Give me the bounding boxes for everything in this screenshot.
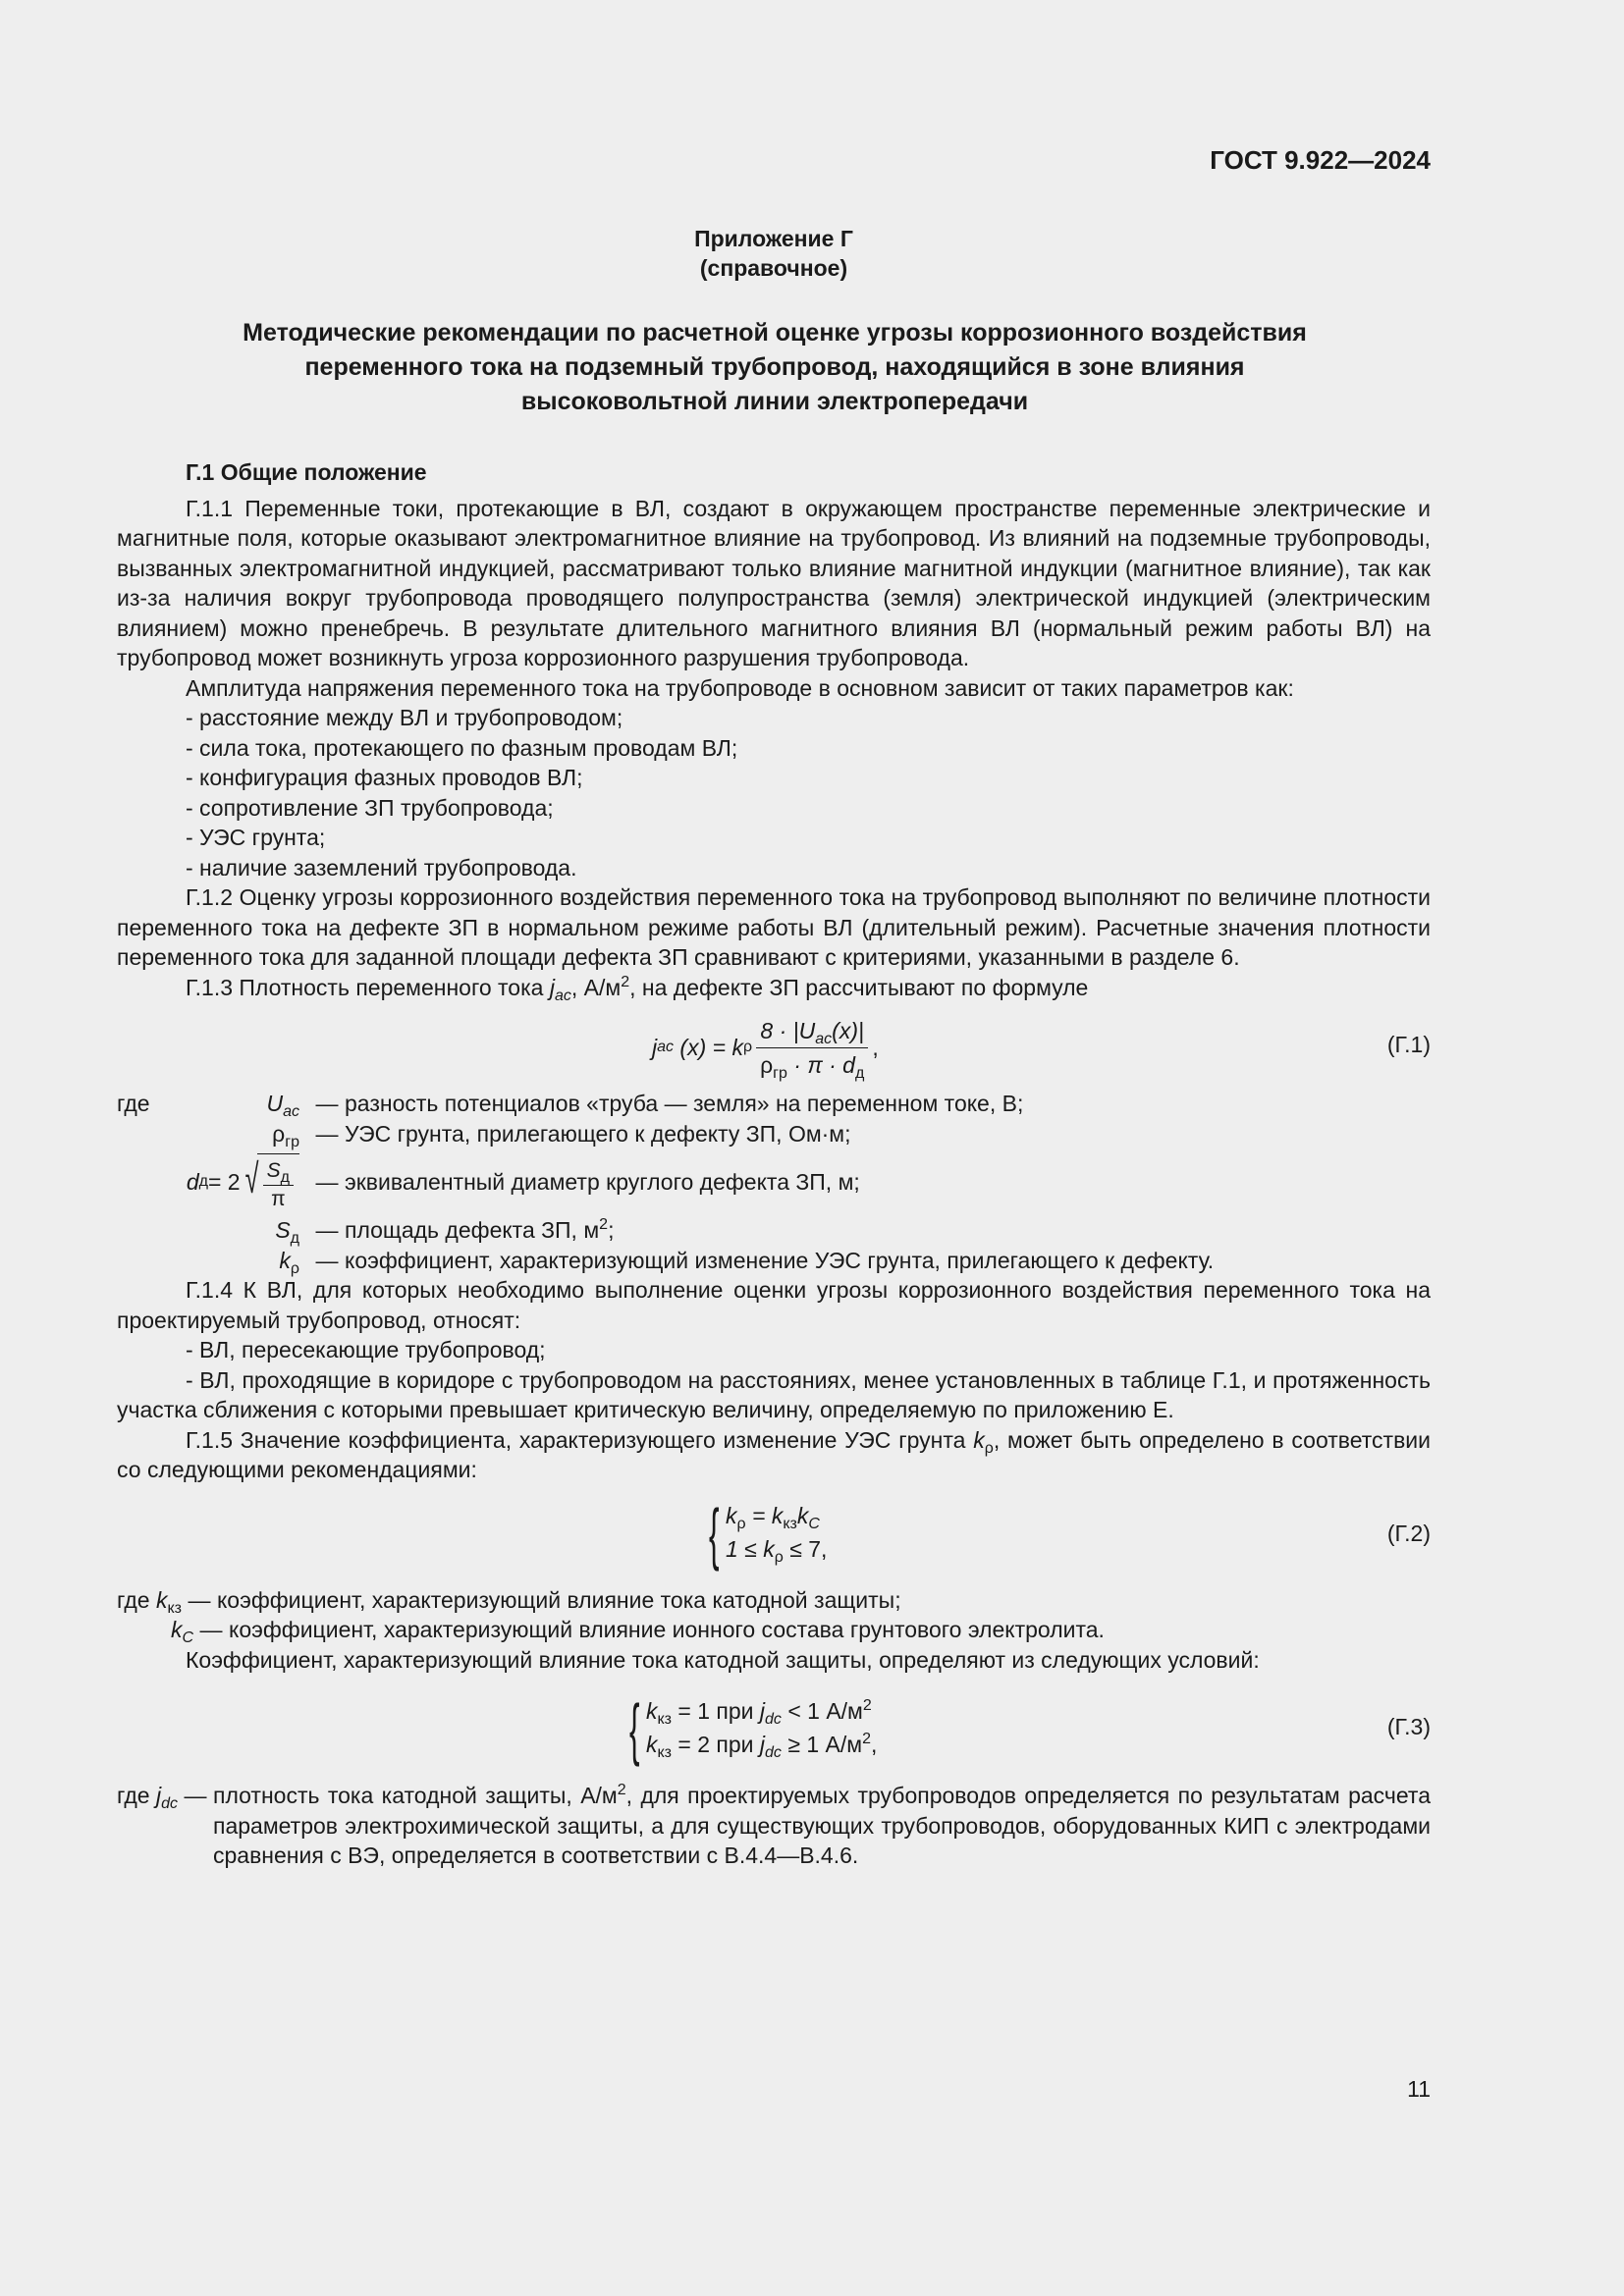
- list-item: - сопротивление ЗП трубопровода;: [186, 794, 554, 821]
- paragraph-cathodic-conditions: Коэффициент, характеризующий влияние тока катодной защиты, определяют из следующих условий:: [186, 1646, 1260, 1673]
- definition-row: $U_{ac}$ — разность потенциалов «труба — земля» на переменном токе, В;: [266, 1091, 1024, 1120]
- brace-icon: {: [709, 1494, 720, 1572]
- formula-g-2-definitions: [117, 1585, 1431, 1645]
- page-number: 11: [1407, 2076, 1431, 2102]
- formula-g-1-fraction: [756, 1016, 868, 1080]
- definition-row: $k_C$ — коэффициент, характеризующий влияние ионного состава грунтового электролита.: [170, 1617, 1105, 1646]
- standard-number: ГОСТ 9.922—2024: [1210, 145, 1431, 175]
- definition-row: $k_\rho$ — коэффициент, характеризующий изменение УЭС грунта, прилегающего к дефекту.: [279, 1247, 1215, 1277]
- title-line-1: Методические рекомендации по расчетной оценке угрозы коррозионного воздействия: [243, 319, 1307, 347]
- definition-row: d д = 2 √ $\frac{S_д}{\pi}$ — эквивалентный диаметр круглого дефекта ЗП, м;: [186, 1154, 860, 1210]
- paragraph-g-1-1: Г.1.1 Переменные токи, протекающие в ВЛ, создают в окружающем пространстве переменные электрические и магнитные поля, которые оказывают электромагнитное влияние на трубопровод. Из влияний на подземные трубопроводы, вызванных электромагнитной индукцией, рассматривают только влияние магнитной индукции (магнитное влияние), так как из-за наличия вокруг трубопровода проводящего полупространства (земля) электрической индукцией (электрическим влиянием) можно пренебречь. В результате длительного магнитного влияния ВЛ (нормальный режим работы ВЛ) на трубопровод может возникнуть угроза коррозионного разрушения трубопровода.: [117, 495, 1431, 670]
- list-item: - сила тока, протекающего по фазным проводам ВЛ;: [186, 734, 738, 761]
- paragraph-g-1-5: Г.1.5 Значение коэффициента, характеризующего изменение УЭС грунта $k_\rho$, может быть определено в соответствии со следующими рекомендациями:: [117, 1426, 1431, 1482]
- square-root: √ $\frac{S_д}{\pi}$: [241, 1153, 299, 1211]
- formula-g-2: [117, 1489, 1431, 1581]
- definition-row: $S_д$ — площадь дефекта ЗП, $м^2$;: [275, 1216, 615, 1247]
- paragraph-g-1-3: Г.1.3 Плотность переменного тока $j_{ac}$, $А/м^2$, на дефекте ЗП рассчитывают по формуле: [186, 973, 1089, 1004]
- paragraph-g-1-4: Г.1.4 К ВЛ, для которых необходимо выполнение оценки угрозы коррозионного воздействия переменного тока на проектируемый трубопровод, относят:: [117, 1277, 1431, 1333]
- list-item: - ВЛ, пересекающие трубопровод;: [186, 1337, 546, 1362]
- formula-number: (Г.1): [1386, 1032, 1431, 1057]
- fraction-denominator: $\rho_{гр} \cdot \pi \cdot d_д$: [760, 1051, 865, 1082]
- list-item: - наличие заземлений трубопровода.: [186, 854, 577, 881]
- formula-g-3-system: $k_{кз} = 1$ при $j_{dc} < 1$ $А/м^2$ $k_{кз} = 2$ при $j_{dc} \ge 1$ $А/м^2$,: [646, 1697, 878, 1761]
- where-label: где: [117, 1091, 150, 1116]
- list-item: - УЭС грунта;: [186, 825, 326, 850]
- paragraph-g-1-2: Г.1.2 Оценку угрозы коррозионного воздействия переменного тока на трубопровод выполняют по величине плотности переменного тока на дефекте ЗП в нормальном режиме работы ВЛ (длительный режим). Расчетные значения плотности переменного тока для заданной площади дефекта ЗП сравнивают с критериями, указанными в разделе 6.: [117, 884, 1431, 970]
- fraction-numerator: $8 \cdot |U_{ac}(x)|$: [756, 1016, 868, 1048]
- title-line-3: высоковольтной линии электропередачи: [520, 388, 1029, 415]
- formula-g-2-system: $k_\rho = k_{кз}k_C$ $1 \le k_\rho \le 7$,: [726, 1502, 828, 1566]
- appendix-label: Приложение Г: [694, 226, 853, 251]
- parameters-list: [117, 703, 1431, 882]
- definition-row: где $k_{кз}$ — коэффициент, характеризующий влияние тока катодной защиты;: [117, 1586, 901, 1617]
- formula-g-1: [117, 1008, 1431, 1087]
- appendix-heading: [117, 224, 1431, 283]
- section-heading: Г.1 Общие положение: [186, 459, 427, 485]
- list-item: - конфигурация фазных проводов ВЛ;: [186, 765, 583, 790]
- list-item: - расстояние между ВЛ и трубопроводом;: [186, 705, 623, 730]
- paragraph-parameters-intro: Амплитуда напряжения переменного тока на трубопроводе в основном зависит от таких параметров как:: [186, 674, 1294, 701]
- definition-row: $\rho_{гр}$ — УЭС грунта, прилегающего к дефекту ЗП, Ом·м;: [272, 1120, 851, 1150]
- title-line-2: переменного тока на подземный трубопровод, находящийся в зоне влияния: [304, 353, 1245, 381]
- appendix-title: [147, 316, 1402, 419]
- formula-number: (Г.2): [1386, 1520, 1431, 1546]
- formula-g-3-definition: где $j_{dc}$ — плотность тока катодной защиты, $А/м^2$, для проектируемых трубопроводов определяется по результатам расчета параметров электрохимической защиты, а для существующих трубопроводов, оборудованных КИП с электродами сравнения с ВЭ, определяется в соответствии с В.4.4—В.4.6.: [117, 1782, 1431, 1868]
- document-body: [117, 457, 1431, 1871]
- formula-g-1-definitions: [117, 1089, 1431, 1275]
- appendix-type: (справочное): [699, 255, 848, 281]
- list-item: - ВЛ, проходящие в коридоре с трубопроводом на расстояниях, менее установленных в таблице Г.1, и протяженность участка сближения с которыми превышает критическую величину, определяемую по приложению Е.: [117, 1366, 1431, 1422]
- formula-g-3: [117, 1679, 1431, 1777]
- formula-g-1-expression: j ac (x) = k ρ $\frac{8 \cdot |U_{ac}(x)|}{\rho_{гр} \cdot \pi \cdot d_д}$ ,: [652, 1017, 879, 1082]
- brace-icon: {: [629, 1690, 640, 1767]
- formula-number: (Г.3): [1386, 1714, 1431, 1739]
